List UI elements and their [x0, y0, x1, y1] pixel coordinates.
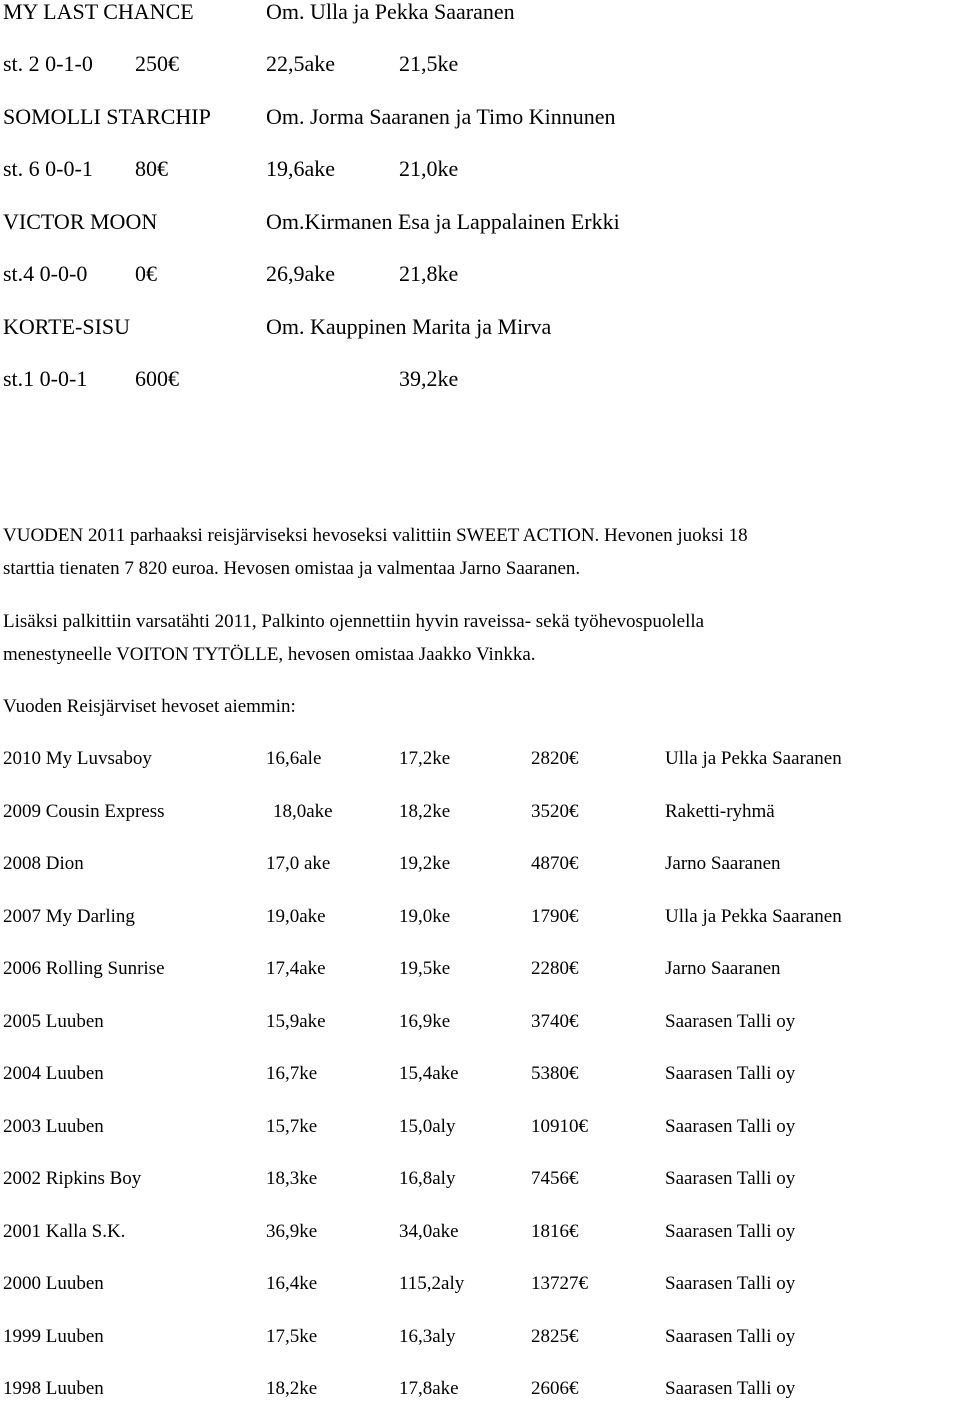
record-2: 34,0ake: [399, 1221, 459, 1242]
prize-money: 1816€: [531, 1221, 579, 1242]
prize-money: 2606€: [531, 1378, 579, 1399]
owner: Saarasen Talli oy: [665, 1011, 796, 1032]
prize-money: 2825€: [531, 1326, 579, 1347]
owner: Saarasen Talli oy: [665, 1116, 796, 1137]
record-2: 15,0aly: [399, 1116, 456, 1137]
horse-prize: 600€: [135, 366, 179, 391]
horse-starts: st. 2 0-1-0: [3, 51, 93, 76]
record-1: 16,4ke: [266, 1273, 318, 1294]
prize-money: 2280€: [531, 958, 579, 979]
prize-money: 3520€: [531, 801, 579, 822]
record-2: 19,2ke: [399, 853, 451, 874]
year-horse: 2007 My Darling: [3, 906, 135, 927]
record-1: 17,4ake: [266, 958, 326, 979]
horse-record: 19,6ake: [266, 156, 336, 181]
record-2: 16,3aly: [399, 1326, 456, 1347]
owner: Saarasen Talli oy: [665, 1273, 796, 1294]
prize-money: 1790€: [531, 906, 579, 927]
owner: Saarasen Talli oy: [665, 1378, 796, 1399]
horse-prize: 80€: [135, 156, 168, 181]
paragraph-line: starttia tienaten 7 820 euroa. Hevosen omistaa ja valmentaa Jarno Saaranen.: [3, 558, 581, 579]
horse-starts: st.4 0-0-0: [3, 261, 88, 286]
record-1: 36,9ke: [266, 1221, 318, 1242]
record-2: 115,2aly: [399, 1273, 465, 1294]
prize-money: 4870€: [531, 853, 579, 874]
record-2: 19,0ke: [399, 906, 451, 927]
prize-money: 5380€: [531, 1063, 579, 1084]
owner: Ulla ja Pekka Saaranen: [665, 748, 842, 769]
year-horse: 2004 Luuben: [3, 1063, 104, 1084]
prize-money: 13727€: [531, 1273, 588, 1294]
year-horse: 2010 My Luvsaboy: [3, 748, 152, 769]
horse-name: MY LAST CHANCE: [3, 0, 194, 24]
history-heading: Vuoden Reisjärviset hevoset aiemmin:: [3, 696, 296, 717]
year-horse: 2006 Rolling Sunrise: [3, 958, 165, 979]
owner: Saarasen Talli oy: [665, 1326, 796, 1347]
record-1: 18,2ke: [266, 1378, 318, 1399]
horse-owner: Om. Kauppinen Marita ja Mirva: [266, 314, 552, 339]
paragraph-line: menestyneelle VOITON TYTÖLLE, hevosen omistaa Jaakko Vinkka.: [3, 644, 536, 665]
year-horse: 2003 Luuben: [3, 1116, 104, 1137]
record-2: 17,2ke: [399, 748, 451, 769]
record-2: 16,8aly: [399, 1168, 456, 1189]
horse-name: KORTE-SISU: [3, 314, 131, 339]
prize-money: 7456€: [531, 1168, 579, 1189]
year-horse: 2002 Ripkins Boy: [3, 1168, 142, 1189]
horse-record: 21,0ke: [399, 156, 459, 181]
record-1: 19,0ake: [266, 906, 326, 927]
horse-starts: st.1 0-0-1: [3, 366, 88, 391]
horse-name: VICTOR MOON: [3, 209, 158, 234]
horse-owner: Om. Ulla ja Pekka Saaranen: [266, 0, 515, 24]
record-1: 16,6ale: [266, 748, 322, 769]
prize-money: 10910€: [531, 1116, 588, 1137]
owner: Saarasen Talli oy: [665, 1063, 796, 1084]
owner: Saarasen Talli oy: [665, 1168, 796, 1189]
horse-name: SOMOLLI STARCHIP: [3, 104, 211, 129]
prize-money: 3740€: [531, 1011, 579, 1032]
paragraph-line: Lisäksi palkittiin varsatähti 2011, Palkinto ojennettiin hyvin raveissa- sekä työhevospuolella: [3, 611, 705, 632]
record-2: 19,5ke: [399, 958, 451, 979]
record-1: 18,3ke: [266, 1168, 318, 1189]
owner: Raketti-ryhmä: [665, 801, 775, 822]
record-1: 18,0ake: [273, 801, 333, 822]
horse-prize: 250€: [135, 51, 179, 76]
year-horse: 2005 Luuben: [3, 1011, 104, 1032]
horse-record: 26,9ake: [266, 261, 336, 286]
record-2: 18,2ke: [399, 801, 451, 822]
year-horse: 2009 Cousin Express: [3, 801, 165, 822]
year-horse: 2000 Luuben: [3, 1273, 104, 1294]
year-horse: 2001 Kalla S.K.: [3, 1221, 126, 1242]
record-1: 17,5ke: [266, 1326, 318, 1347]
year-horse: 1998 Luuben: [3, 1378, 104, 1399]
record-1: 15,7ke: [266, 1116, 318, 1137]
record-1: 16,7ke: [266, 1063, 318, 1084]
record-2: 15,4ake: [399, 1063, 459, 1084]
horse-starts: st. 6 0-0-1: [3, 156, 93, 181]
horse-record: 22,5ake: [266, 51, 336, 76]
record-1: 17,0 ake: [266, 853, 331, 874]
horse-owner: Om.Kirmanen Esa ja Lappalainen Erkki: [266, 209, 620, 234]
record-1: 15,9ake: [266, 1011, 326, 1032]
paragraph-line: VUODEN 2011 parhaaksi reisjärviseksi hevoseksi valittiin SWEET ACTION. Hevonen juoksi 18: [3, 525, 748, 546]
record-2: 17,8ake: [399, 1378, 459, 1399]
record-2: 16,9ke: [399, 1011, 451, 1032]
owner: Saarasen Talli oy: [665, 1221, 796, 1242]
horse-record: 39,2ke: [399, 366, 459, 391]
year-horse: 2008 Dion: [3, 853, 84, 874]
horse-owner: Om. Jorma Saaranen ja Timo Kinnunen: [266, 104, 616, 129]
horse-record: 21,8ke: [399, 261, 459, 286]
owner: Jarno Saaranen: [665, 853, 781, 874]
horse-record: 21,5ke: [399, 51, 459, 76]
prize-money: 2820€: [531, 748, 579, 769]
owner: Jarno Saaranen: [665, 958, 781, 979]
owner: Ulla ja Pekka Saaranen: [665, 906, 842, 927]
horse-prize: 0€: [135, 261, 157, 286]
year-horse: 1999 Luuben: [3, 1326, 104, 1347]
